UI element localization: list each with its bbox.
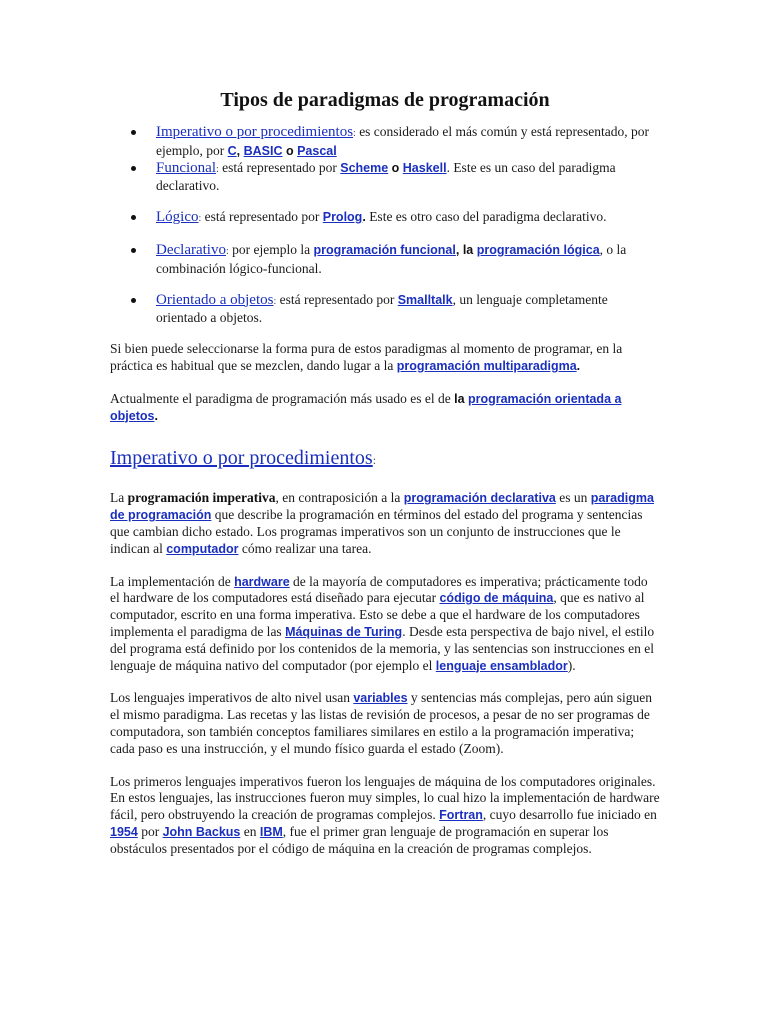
link-john-backus[interactable]: John Backus: [162, 824, 241, 839]
list-item: Orientado a objetos: está representado por Smalltalk, un lenguaje completamente orientado a objetos.: [156, 292, 660, 328]
link-prolog[interactable]: Prolog: [322, 210, 363, 225]
link-computador[interactable]: computador: [166, 541, 239, 556]
link-programacion-funcional[interactable]: programación funcional: [313, 242, 456, 257]
link-variables[interactable]: variables: [353, 691, 408, 706]
link-paradigma-programacion[interactable]: paradigma de programación: [110, 491, 654, 523]
section-heading-link[interactable]: Imperativo o por procedimientos: [110, 447, 373, 470]
link-smalltalk[interactable]: Smalltalk: [397, 292, 453, 307]
list-item: Lógico: está representado por Prolog. Este es otro caso del paradigma declarativo.: [156, 209, 660, 228]
link-basic[interactable]: BASIC: [243, 143, 283, 158]
paragraph-alto-nivel: Los lenguajes imperativos de alto nivel usan variables y sentencias más complejas, pero aún siguen el mismo paradigma. Las recetas y las listas de revisión de procesos, a pesar de no ser programas de computadora, son también conceptos familiares similares en estilo a la programación imperativa; cada paso es una instrucción, y el mundo físico guarda el estado (Zoom).: [110, 690, 652, 756]
link-programacion-declarativa[interactable]: programación declarativa: [403, 491, 556, 506]
paragraph-primeros-lenguajes: Los primeros lenguajes imperativos fueron los lenguajes de máquina de los computadores originales. En estos lenguajes, las instrucciones fueron muy simples, lo cual hizo la implementación de hardware fácil, pero obstruyendo la creación de programas complejos. Fortran, cuyo desarrollo fue iniciado en 1954 por John Backus en IBM, fue el primer gran lenguaje de programación en superar los obstáculos presentados por el código de máquina en la creación de programas complejos.: [110, 773, 660, 856]
list-item: Funcional: está representado por Scheme o Haskell. Este es un caso del paradigma declarativo.: [156, 160, 660, 196]
link-maquinas-turing[interactable]: Máquinas de Turing: [285, 624, 403, 639]
link-programacion-logica[interactable]: programación lógica: [476, 242, 600, 257]
link-haskell[interactable]: Haskell: [402, 160, 447, 175]
link-logico[interactable]: Lógico: [156, 209, 199, 226]
paragraph-hardware: La implementación de hardware de la mayoría de computadores es imperativa; prácticamente todo el hardware de los computadores está diseñado para ejecutar código de máquina, que es nativo al computador, escrito en una forma imperativa. Esto se debe a que el hardware de los computadores implementa el paradigma de las Máquinas de Turing. Desde esta perspectiva de bajo nivel, el estilo del programa está definido por los contenidos de la memoria, y las sentencias son instrucciones en el lenguaje de máquina nativo del computador (por ejemplo el lenguaje ensamblador).: [110, 573, 655, 673]
link-orientado-objetos[interactable]: Orientado a objetos: [156, 291, 274, 308]
link-ibm[interactable]: IBM: [259, 824, 283, 839]
link-1954[interactable]: 1954: [110, 824, 138, 839]
link-declarativo[interactable]: Declarativo: [156, 241, 226, 258]
link-fortran[interactable]: Fortran: [439, 808, 483, 823]
paradigm-list: [110, 124, 660, 327]
paragraph-mas-usado: Actualmente el paradigma de programación más usado es el de la programación orientada a objetos.: [110, 390, 622, 423]
link-c[interactable]: C: [227, 143, 237, 158]
link-imperativo[interactable]: Imperativo o por procedimientos: [156, 124, 354, 140]
link-codigo-maquina[interactable]: código de máquina: [439, 591, 554, 606]
list-item: Imperativo o por procedimientos: es considerado el más común y está representado, por ejemplo, por C, BASIC o Pascal: [156, 124, 660, 160]
list-item: Declarativo: por ejemplo la programación funcional, la programación lógica, o la combinación lógico-funcional.: [156, 242, 660, 278]
link-hardware[interactable]: hardware: [234, 574, 290, 589]
page-title: Tipos de paradigmas de programación: [220, 89, 550, 111]
document-page: [110, 88, 660, 874]
link-pascal[interactable]: Pascal: [297, 143, 337, 158]
link-poo[interactable]: programación orientada a objetos: [110, 391, 622, 423]
paragraph-imperativa: La programación imperativa, en contraposición a la programación declarativa es un paradigma de programación que describe la programación en términos del estado del programa y sentencias que cambian dicho estado. Los programas imperativos son un conjunto de instrucciones que le indican al computador cómo realizar una tarea.: [110, 490, 654, 556]
section-heading: Imperativo o por procedimientos:: [110, 447, 377, 470]
link-lenguaje-ensamblador[interactable]: lenguaje ensamblador: [435, 658, 568, 673]
link-scheme[interactable]: Scheme: [340, 160, 389, 175]
link-funcional[interactable]: Funcional: [156, 159, 216, 176]
paragraph-multiparadigma: Si bien puede seleccionarse la forma pura de estos paradigmas al momento de programar, en la práctica es habitual que se mezclen, dando lugar a la programación multiparadigma.: [110, 341, 623, 373]
link-multiparadigma[interactable]: programación multiparadigma: [396, 358, 577, 373]
